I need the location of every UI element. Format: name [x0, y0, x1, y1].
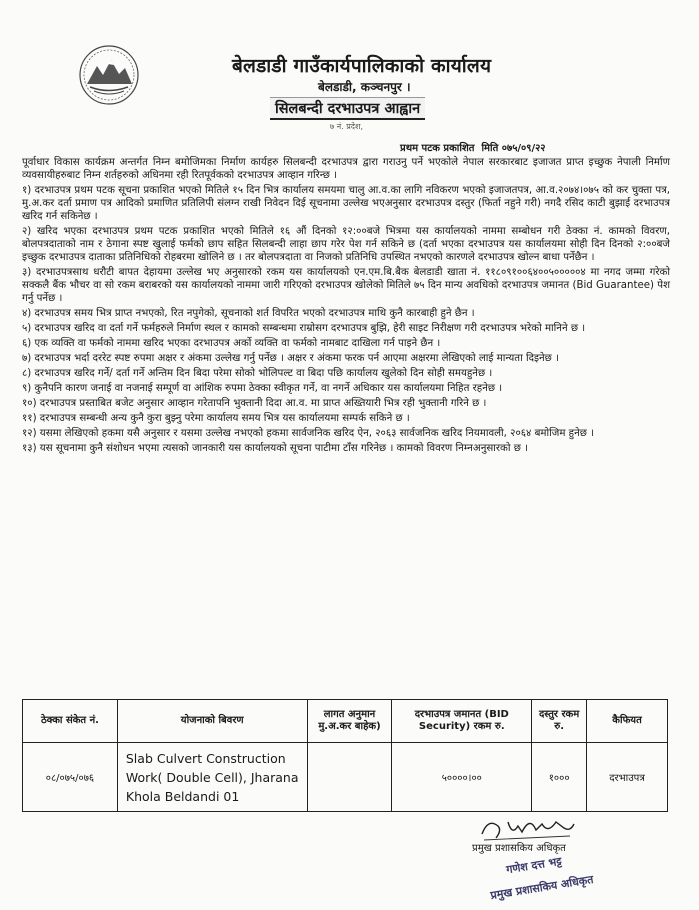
clause-2: २) खरिद भएका दरभाउपत्र प्रथम पटक प्रकाशित भएको मितिले १६ औं दिनको १२:००बजे भित्रमा यस कार्यालयको नाममा सम्बोधन गरी ठेक्का नं. कामको विवरण, बोलपत्रदाताको नाम र ठेगाना स्पष्ट खुलाई फर्मको छाप सहित सिलबन्दी लाहा छाप गरेर पेश गर्न सकिने छ (दर्ता भएका दरभाउपत्र यस कार्यालयमा सोही दिन दिनको २:००बजे इच्छुक दरभाउपत्र दाताका प्रतिनिधिको रोहबरमा खोलिने छ । तर बोलपत्रदाता वा निजको प्रतिनिधि उपस्थित नभएको कारणले दरभाउपत्र खोल्न बाधा पर्नेछैन । — [22, 226, 670, 263]
column-header: योजनाको बिवरण — [117, 700, 307, 743]
stamp-name: गणेश दत्त भट्ट — [505, 854, 563, 877]
stamp-text: ७ नं. प्रदेश, — [330, 122, 364, 131]
clause-6: ६) एक व्यक्ति वा फर्मको नाममा खरिद भएका दरभाउपत्र अर्को व्यक्ति वा फर्मको नामबाट दाखिला गर्न पाइने छैन । — [22, 338, 441, 349]
column-header: कैफियत — [587, 700, 668, 743]
table-header-row — [23, 700, 668, 743]
cost-estimate-cell — [307, 743, 392, 812]
publication-date: मिति ०७५/०९/२२ — [481, 143, 546, 154]
clause-10: १०) दरभाउपत्र प्रस्ताबित बजेट अनुसार आव्हान गरेतापनि भुक्तानी दिदा आ.व. मा प्राप्त अख्तियारी भित्र रही भुक्तानी गरिने छ । — [22, 398, 487, 409]
column-header: दस्तुर रकम रु. — [532, 700, 587, 743]
table-row — [23, 743, 668, 812]
clause-9: ९) कुनैपनि कारण जनाई वा नजनाई सम्पूर्ण वा आंशिक रुपमा ठेक्का स्वीकृत गर्ने, वा नगर्ने अधिकार यस कार्यालयमा निहित रहनेछ । — [22, 383, 503, 394]
stamp-role: प्रमुख प्रशासकिय अधिकृत — [489, 872, 595, 903]
clause-5: ५) दरभाउपत्र खरिद वा दर्ता गर्ने फर्महरुले निर्माण स्थल र कामको सम्बन्धमा राम्रोसग दरभाउपत्र बुझि, हेरी साइट निरीक्षण गरी दरभाउपत्र भरेको मानिने छ । — [22, 323, 586, 334]
publication-line — [400, 140, 546, 154]
column-header: ठेक्का संकेत नं. — [23, 700, 118, 743]
notice-title: सिलबन्दी दरभाउपत्र आह्वान — [270, 97, 425, 120]
tender-table — [22, 699, 668, 812]
column-header: दरभाउपत्र जमानत (BID Security) रकम रु. — [392, 700, 532, 743]
office-address: बेलडाडी, कञ्चनपुर । — [318, 80, 411, 94]
clause-11: ११) दरभाउपत्र सम्बन्धी अन्य कुनै कुरा बुझ्नु परेमा कार्यालय समय भित्र यस कार्यालयमा सम्पर्क सकिने छ । — [22, 413, 410, 424]
project-description-cell: Slab Culvert Construction Work( Double Cell), Jharana Khola Beldandi 01 — [117, 743, 307, 812]
remarks-cell: दरभाउपत्र — [587, 743, 668, 812]
clause-1: १) दरभाउपत्र प्रथम पटक सूचना प्रकाशित भएको मितिले १५ दिन भित्र कार्यालय समयमा चालु आ.व.का लागि नविकरण भएको इजाजतपत्र, आ.व.२०७४।०७५ को कर चुक्ता पत्र, मु.अ.कर दर्ता प्रमाण पत्र आदिको प्रमाणित प्रतिलिपी संलग्न राखी निवेदन दिई सूचनामा उल्लेख भएअनुसार दरभाउपत्र दस्तुर (फिर्ता नहुने गरी) नगदै रसिद काटी बुझाई दरभाउपत्र खरिद गर्न सकिनेछ । — [22, 185, 670, 222]
notice-body — [22, 156, 670, 455]
clause-4: ४) दरभाउपत्र समय भित्र प्राप्त नभएको, रित नपुगेको, सूचनाको शर्त विपरित भएको दरभाउपत्र माथि कुनै कारबाही हुने छैन । — [22, 308, 475, 319]
clause-7: ७) दरभाउपत्र भर्दा दररेट स्पष्ट रुपमा अक्षर र अंकमा उल्लेख गर्नु पर्नेछ । अक्षर र अंकमा फरक पर्न आएमा अक्षरमा लेखिएको लाई मान्यता दिइनेछ । — [22, 353, 559, 364]
contract-code-cell: ०८/०७५/०७६ — [23, 743, 118, 812]
clause-13: १३) यस सूचनामा कुनै संशोधन भएमा त्यसको जानकारी यस कार्यालयको सूचना पाटीमा टाँस गरिनेछ । कामको विवरण निम्नअनुसारको छ । — [22, 443, 528, 454]
intro-paragraph: पूर्वाधार विकास कार्यक्रम अन्तर्गत निम्न बमोजिमका निर्माण कार्यहरु सिलबन्दी दरभाउपत्र द्वारा गराउनु पर्ने भएकोले नेपाल सरकारबाट इजाजत प्राप्त इच्छुक नेपाली निर्माण व्यवसायीहरुबाट निम्न शर्तहरुको अधिनमा रही रितपूर्वकको दरभाउपत्र आव्हान गरिन्छ । — [22, 157, 670, 181]
clause-12: १२) यसमा लेखिएको हकमा यसै अनुसार र यसमा उल्लेख नभएको हकमा सार्वजनिक खरिद ऐन, २०६३ सार्वजनिक खरिद नियमावली, २०६४ बमोजिम हुनेछ । — [22, 428, 594, 439]
bid-security-cell: ५००००।०० — [392, 743, 532, 812]
column-header: लागत अनुमान मु.अ.कर बाहेक) — [307, 700, 392, 743]
publication-label: प्रथम पटक प्रकाशित — [400, 143, 475, 154]
clause-3: ३) दरभाउपत्रसाथ धरौटी बापत देहायमा उल्लेख भए अनुसारको रकम यस कार्यालयको एन.एम.बि.बैक बेलडाडी खाता नं. ११८०९१००६४००५०००००४ मा नगद जम्मा गरेको सक्कलै बैंक भौचर वा सो रकम बराबरको यस कार्यालयको नाममा जारी गरिएको दरभाउपत्र खोलेको मितिले ७५ दिन मान्य अवधिको दरभाउपत्र जमानत (Bid Guarantee) पेश गर्नु पर्नेछ । — [22, 267, 670, 304]
fee-cell: १००० — [532, 743, 587, 812]
government-emblem-icon — [78, 44, 140, 106]
signatory-role: प्रमुख प्रशासकिय अधिकृत — [472, 843, 566, 854]
office-title: बेलडाडी गाउँकार्यपालिकाको कार्यालय — [232, 55, 492, 77]
clause-8: ८) दरभाउपत्र खरिद गर्ने/ दर्ता गर्ने अन्तिम दिन बिदा परेमा सोको भोलिपल्ट वा बिदा पछि कार्यालय खुलेको दिन सोही समयहुनेछ । — [22, 368, 493, 379]
